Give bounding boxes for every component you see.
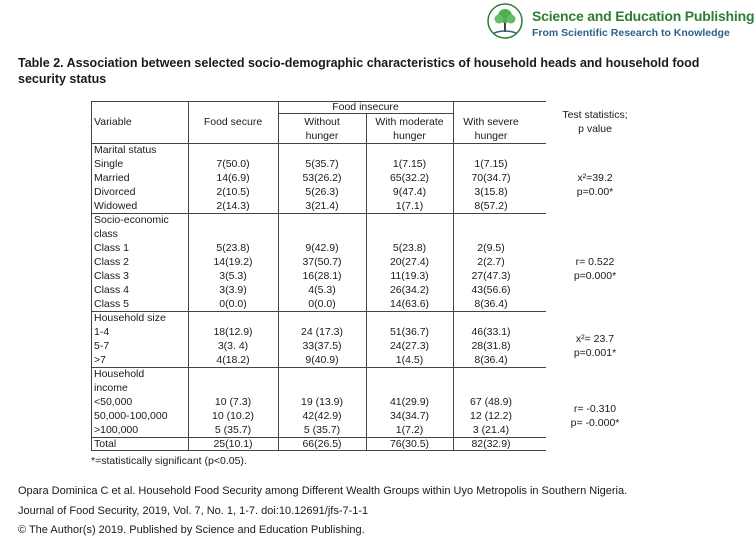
- income-food-secure: 10 (7.3) 10 (10.2) 5 (35.7): [211, 396, 255, 436]
- header-food-insecure: Food insecure: [332, 101, 399, 113]
- marital-status-labels: Marital status Single Married Divorced Widowed: [94, 144, 157, 212]
- total-food-secure: 25(10.1): [213, 438, 253, 450]
- socio-moderate: 5(23.8) 20(27.4) 11(19.3) 26(34.2) 14(63.6): [389, 242, 430, 310]
- citation-line-1: Opara Dominica C et al. Household Food Security among Different Wealth Groups within Uyo Metropolis in Southern Nigeria.: [18, 485, 628, 497]
- income-moderate: 41(29.9) 34(34.7) 1(7.2): [389, 396, 430, 436]
- income-severe: 67 (48.9) 12 (12.2) 3 (21.4): [469, 396, 513, 436]
- citation-line-3: © The Author(s) 2019. Published by Science and Education Publishing.: [18, 524, 365, 536]
- column-divider: [91, 101, 92, 450]
- total-label: Total: [94, 438, 117, 450]
- size-without-hunger: 24 (17.3) 33(37.5) 9(40.9): [300, 326, 344, 366]
- header-moderate-hunger: With moderate hunger: [375, 116, 444, 142]
- household-size-labels: Household size 1-4 5-7 >7: [94, 312, 166, 366]
- publisher-tagline: From Scientific Research to Knowledge: [532, 27, 730, 39]
- income-without-hunger: 19 (13.9) 42(42.9) 5 (35.7): [300, 396, 344, 436]
- household-income-labels: Household income <50,000 50,000-100,000 >100,000: [94, 368, 168, 436]
- socio-test-stat: r= 0.522 p=0.000*: [573, 256, 617, 282]
- citation-line-2: Journal of Food Security, 2019, Vol. 7, No. 1, 1-7. doi:10.12691/jfs-7-1-1: [18, 505, 369, 517]
- header-food-secure: Food secure: [203, 116, 263, 128]
- tree-logo-icon: [486, 2, 524, 42]
- marital-severe: 1(7.15) 70(34.7) 3(15.8) 8(57.2): [471, 158, 511, 212]
- publisher-name: Science and Education Publishing: [532, 8, 754, 24]
- header-bottom-border: [91, 143, 546, 144]
- size-test-stat: x²= 23.7 p=0.001*: [573, 333, 617, 359]
- header-without-hunger: Without hunger: [304, 116, 340, 142]
- table-footnote: *=statistically significant (p<0.05).: [91, 455, 247, 467]
- total-moderate: 76(30.5): [389, 438, 430, 450]
- size-food-secure: 18(12.9) 3(3. 4) 4(18.2): [213, 326, 253, 366]
- total-severe: 82(32.9): [471, 438, 511, 450]
- socio-without-hunger: 9(42.9) 37(50.7) 16(28.1) 4(5.3) 0(0.0): [302, 242, 342, 310]
- publisher-logo: [486, 2, 754, 42]
- marital-food-secure: 7(50.0) 14(6.9) 2(10.5) 2(14.3): [216, 158, 250, 212]
- socio-economic-labels: Socio-economic class Class 1 Class 2 Class 3 Class 4 Class 5: [94, 214, 169, 310]
- size-moderate: 51(36.7) 24(27.3) 1(4.5): [389, 326, 430, 366]
- socio-severe: 2(9.5) 2(2.7) 27(47.3) 43(56.6) 8(36.4): [471, 242, 511, 310]
- total-without-hunger: 66(26.5): [302, 438, 342, 450]
- socio-food-secure: 5(23.8) 14(19.2) 3(5.3) 3(3.9) 0(0.0): [213, 242, 253, 310]
- marital-moderate: 1(7.15) 65(32.2) 9(47.4) 1(7.1): [389, 158, 430, 212]
- table-caption: Table 2. Association between selected socio-demographic characteristics of household heads and household food security status: [18, 56, 700, 86]
- income-test-stat: r= -0.310 p= -0.000*: [570, 403, 620, 429]
- header-variable: Variable: [94, 116, 132, 128]
- marital-without-hunger: 5(35.7) 53(26.2) 5(26.3) 3(21.4): [302, 158, 342, 212]
- header-test-statistics: Test statistics; p value: [562, 109, 628, 135]
- size-severe: 46(33.1) 28(31.8) 8(36.4): [471, 326, 511, 366]
- marital-test-stat: x²=39.2 p=0.00*: [576, 172, 614, 198]
- header-severe-hunger: With severe hunger: [463, 116, 519, 142]
